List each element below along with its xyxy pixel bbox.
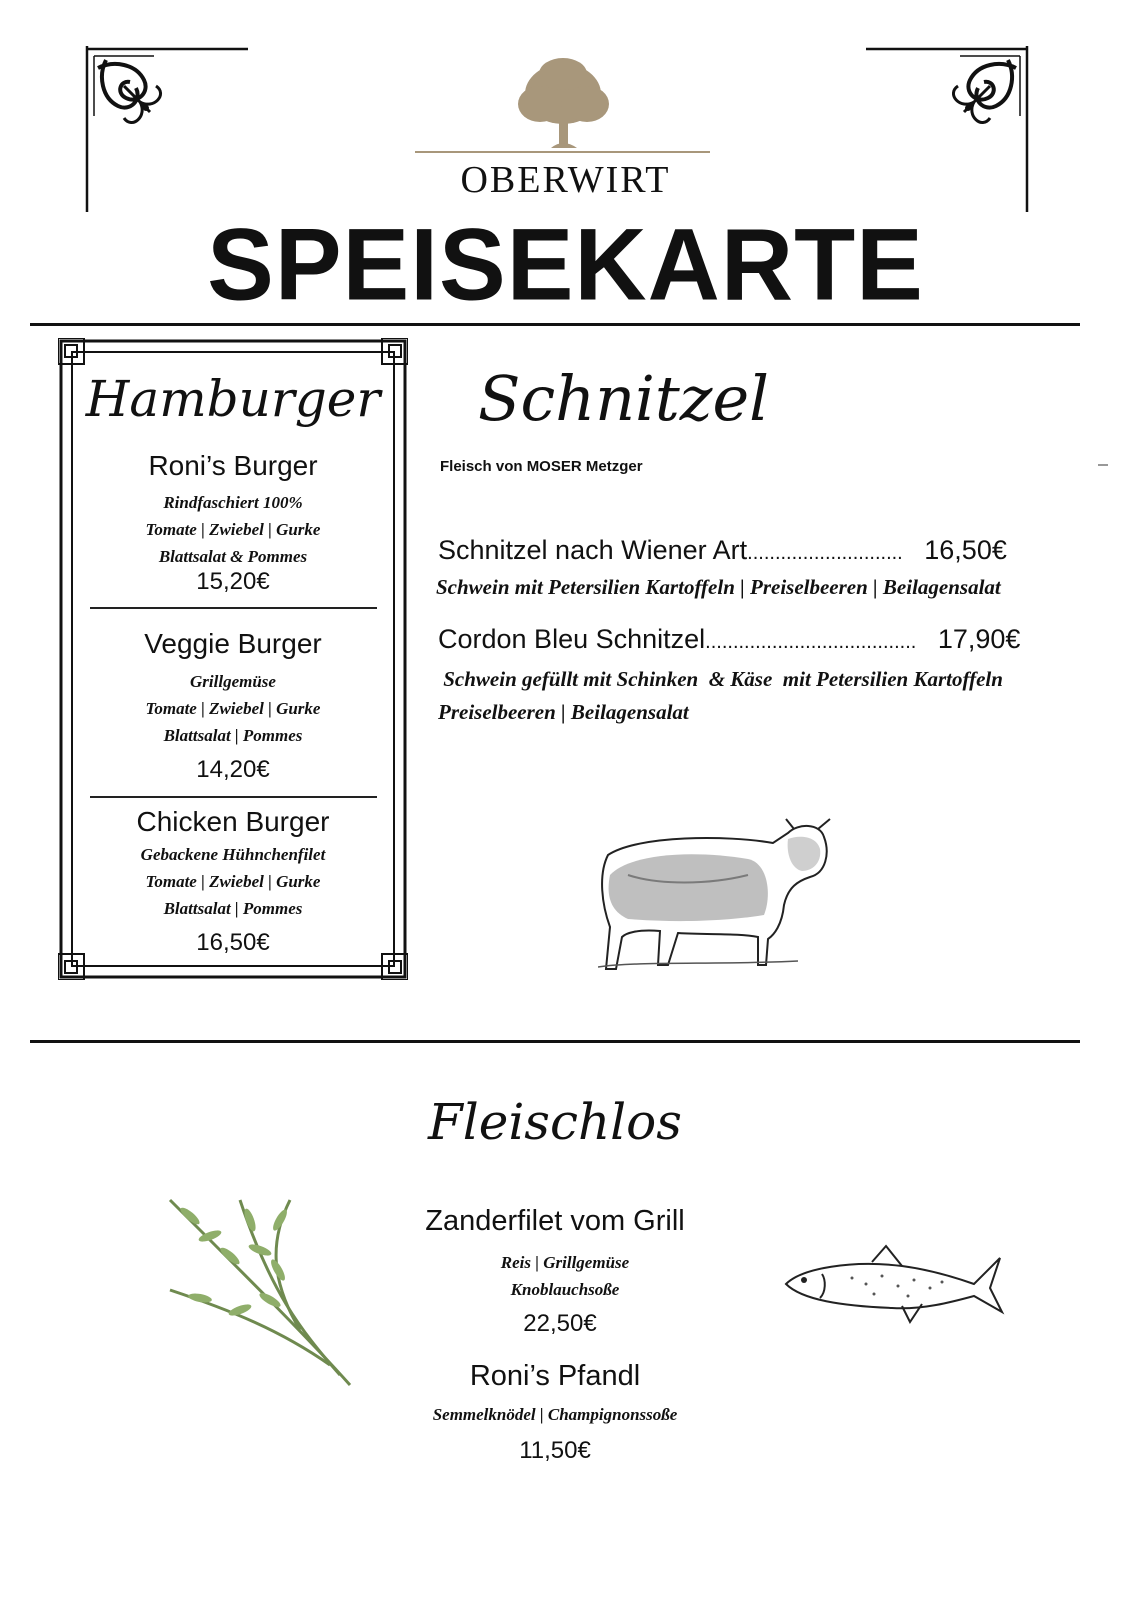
- dish-desc: Preiselbeeren | Beilagensalat: [438, 700, 689, 724]
- page-title: SPEISEKARTE: [207, 207, 924, 323]
- dish-name: Schnitzel nach Wiener Art: [438, 535, 748, 565]
- menu-item-desc: Gebackene Hühnchenfilet Tomate | Zwiebel | Gurke Blattsalat | Pommes: [140, 845, 326, 918]
- menu-item-price: 16,50€: [196, 929, 270, 956]
- dish-price: 17,90€: [937, 624, 1021, 654]
- menu-item-price: 22,50€: [523, 1310, 597, 1337]
- menu-item-title: Roni’s Pfandl: [469, 1360, 641, 1392]
- hamburger-heading: Hamburger: [85, 370, 381, 428]
- item-divider: [90, 607, 377, 609]
- menu-item-desc: Rindfaschiert 100% Tomate | Zwiebel | Gurke Blattsalat & Pommes: [145, 493, 321, 566]
- dish-leader-dots: ......................................: [705, 631, 917, 653]
- menu-item-price: 11,50€: [519, 1437, 591, 1464]
- dish-leader-dots: ............................: [747, 542, 903, 564]
- top-divider: [30, 323, 1080, 326]
- menu-item-title: Zanderfilet vom Grill: [425, 1205, 685, 1237]
- schnitzel-heading: Schnitzel: [478, 362, 769, 435]
- menu-item-desc: Semmelknödel | Champignonssoße: [432, 1405, 678, 1424]
- dish-name: Cordon Bleu Schnitzel: [438, 624, 706, 654]
- menu-item-title: Roni’s Burger: [148, 450, 318, 481]
- dish-row: [438, 535, 1007, 566]
- tree-logo-icon: [415, 54, 710, 156]
- menu-item-title: Veggie Burger: [144, 628, 322, 659]
- item-divider: [90, 796, 377, 798]
- brand-name: OBERWIRT: [460, 159, 671, 201]
- menu-item-price: 15,20€: [196, 568, 270, 595]
- cow-illustration-icon: [598, 815, 838, 980]
- middle-divider: [30, 1040, 1080, 1043]
- decorative-dash: [1098, 464, 1108, 466]
- rosemary-illustration-icon: [150, 1180, 370, 1395]
- dish-desc: Schwein gefüllt mit Schinken & Käse mit Petersilien Kartoffeln: [438, 667, 1003, 691]
- fleischlos-heading: Fleischlos: [428, 1093, 682, 1151]
- fish-illustration-icon: [782, 1240, 1007, 1330]
- menu-item-desc: Grillgemüse Tomate | Zwiebel | Gurke Blattsalat | Pommes: [145, 672, 321, 745]
- menu-item-desc: Knoblauchsoße: [510, 1280, 620, 1299]
- dish-row: [438, 624, 1020, 655]
- dish-desc: Schwein mit Petersilien Kartoffeln | Preiselbeeren | Beilagensalat: [436, 575, 1001, 599]
- menu-item-desc: Reis | Grillgemüse: [500, 1253, 630, 1272]
- menu-item-price: 14,20€: [196, 756, 270, 783]
- dish-price: 16,50€: [924, 535, 1007, 565]
- menu-item-title: Chicken Burger: [136, 806, 330, 837]
- schnitzel-subheading: Fleisch von MOSER Metzger: [440, 458, 643, 475]
